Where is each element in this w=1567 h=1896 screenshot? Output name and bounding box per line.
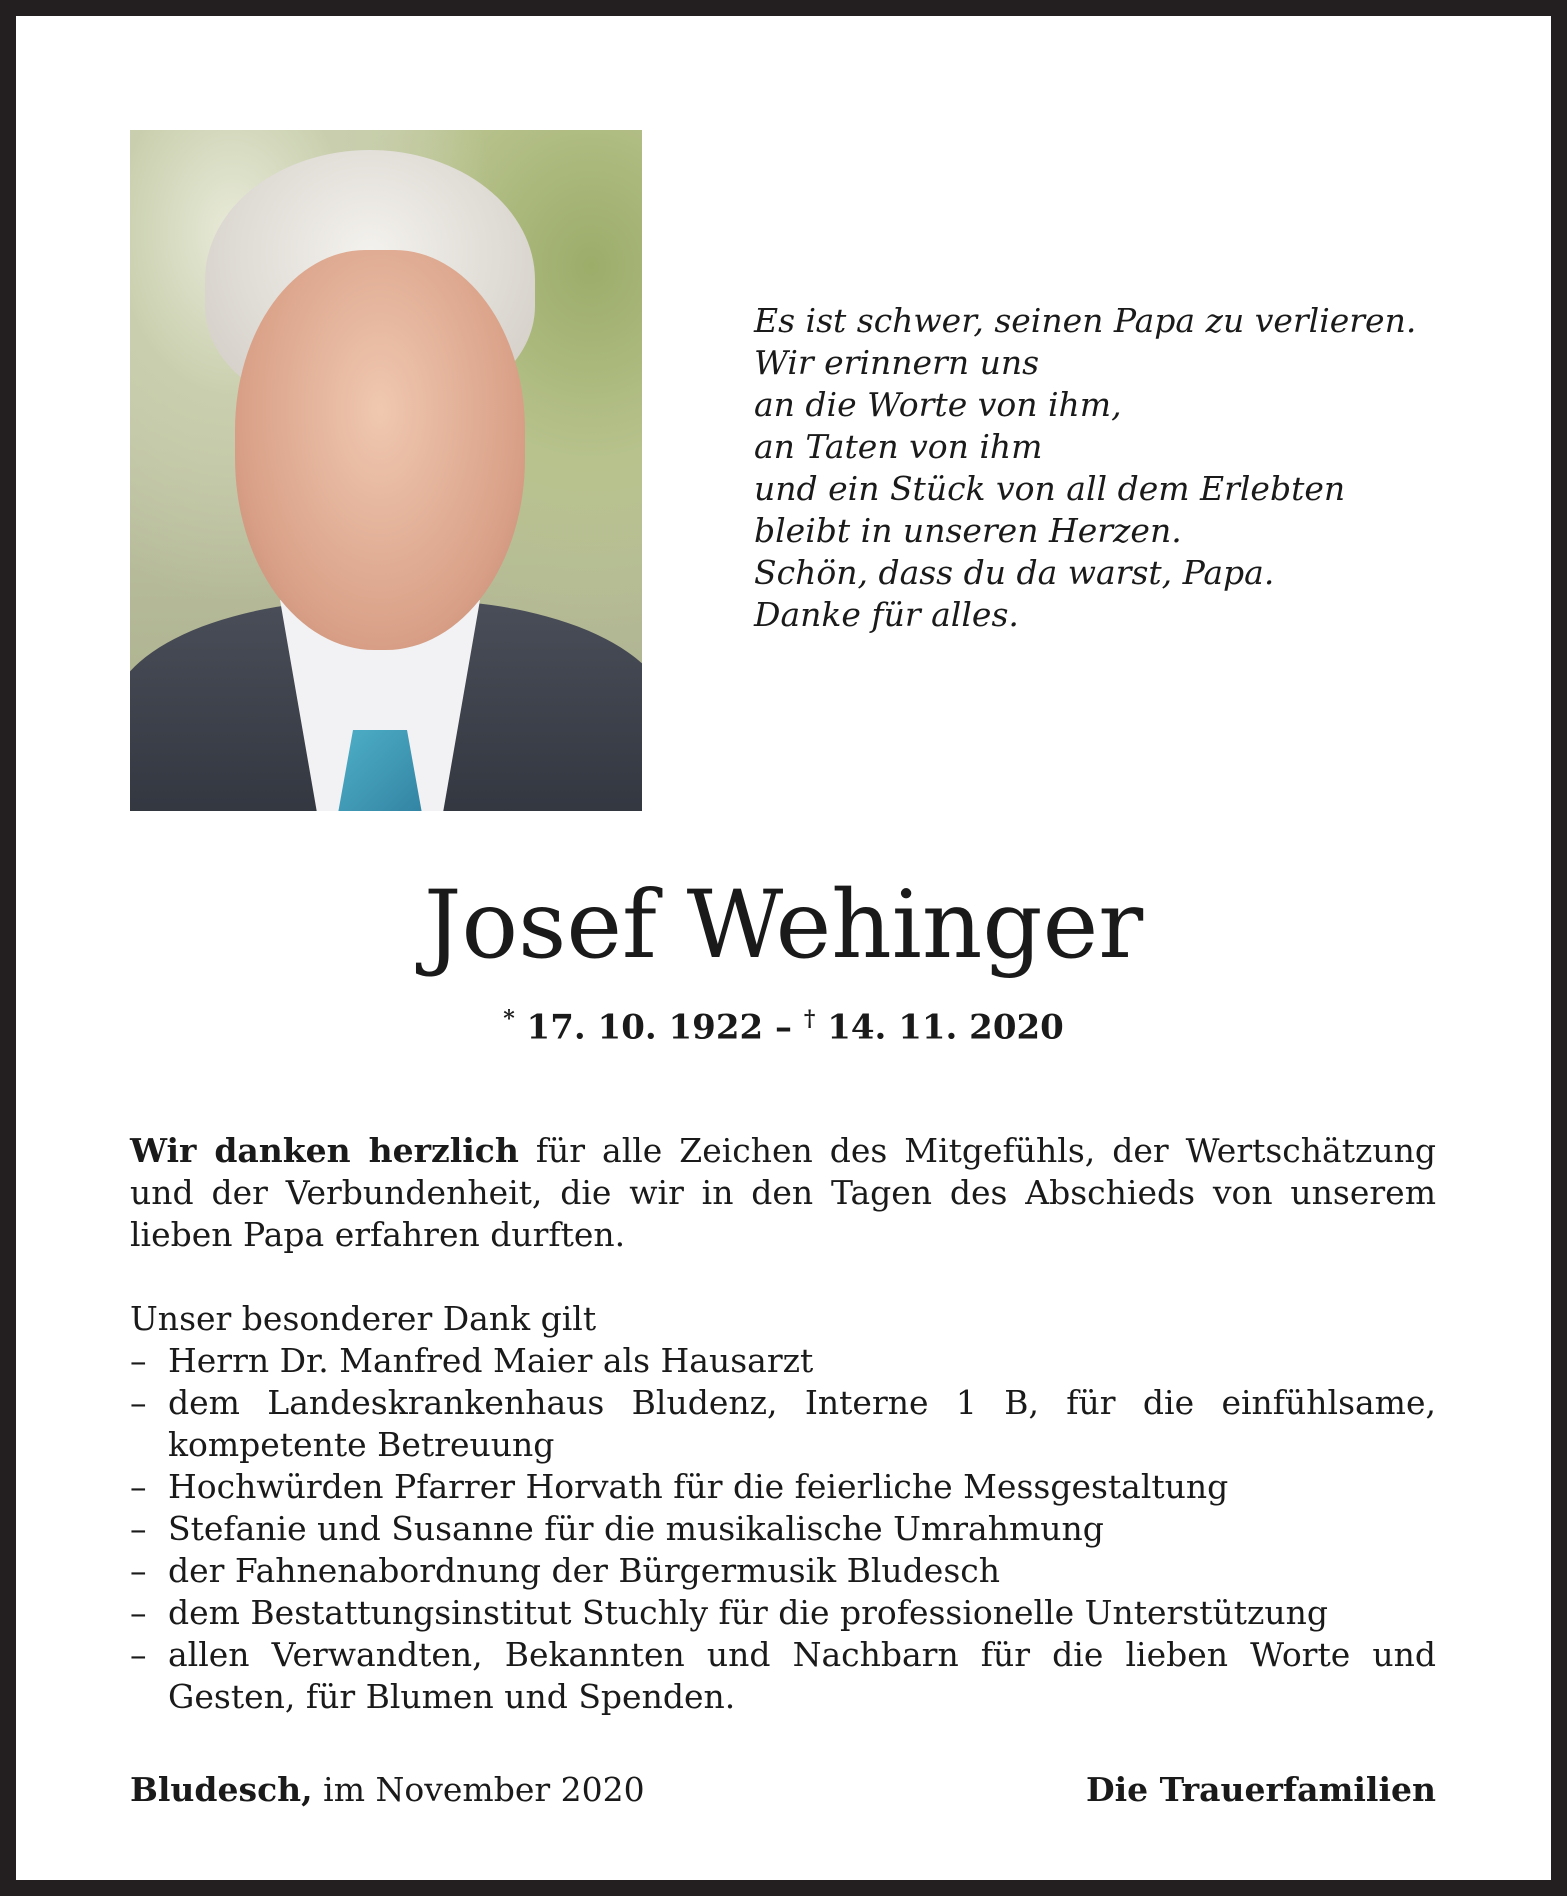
poem-line: bleibt in unseren Herzen. <box>754 511 1182 550</box>
list-item: – dem Bestattungsinstitut Stuchly für die professionelle Unterstützung <box>130 1592 1436 1634</box>
thanks-body <box>130 1130 1436 1718</box>
list-item: – dem Landeskrankenhaus Bludenz, Interne 1 B, für die einfühlsame, kompetente Betreuung <box>130 1382 1436 1466</box>
poem-line: Schön, dass du da warst, Papa. <box>754 553 1275 592</box>
list-item: – der Fahnenabordnung der Bürgermusik Bludesch <box>130 1550 1436 1592</box>
place: Bludesch, <box>130 1770 313 1809</box>
poem-line: und ein Stück von all dem Erlebten <box>754 469 1346 508</box>
list-item: – Herrn Dr. Manfred Maier als Hausarzt <box>130 1340 1436 1382</box>
poem <box>754 300 1416 636</box>
thanks-paragraph <box>130 1130 1436 1256</box>
deceased-name: Josef Wehinger <box>423 871 1144 980</box>
signature: Die Trauerfamilien <box>1085 1770 1436 1809</box>
poem-line: Es ist schwer, seinen Papa zu verlieren. <box>754 301 1417 340</box>
list-item: – Hochwürden Pfarrer Horvath für die feierliche Messgestaltung <box>130 1466 1436 1508</box>
birth-symbol: * <box>503 1006 515 1032</box>
obituary-page <box>16 16 1551 1880</box>
place-date <box>130 1770 645 1809</box>
date: im November 2020 <box>312 1770 645 1809</box>
death-date: 14. 11. 2020 <box>827 1007 1064 1048</box>
poem-line: an Taten von ihm <box>754 427 1043 466</box>
footer <box>130 1770 1436 1809</box>
life-dates <box>16 1006 1551 1047</box>
thanks-text: für alle Zeichen des Mitgefühls, der Wertschätzung und der Verbundenheit, die wir in den Tagen des Abschieds von unserem lieben Papa erfahren durften. <box>130 1131 1436 1254</box>
poem-line: Danke für alles. <box>754 595 1019 634</box>
special-thanks-list <box>130 1340 1436 1718</box>
special-thanks-intro: Unser besonderer Dank gilt <box>130 1299 597 1338</box>
death-symbol: † <box>803 1006 816 1032</box>
birth-date: 17. 10. 1922 <box>526 1007 764 1048</box>
poem-line: Wir erinnern uns <box>754 343 1040 382</box>
list-item: – allen Verwandten, Bekannten und Nachbarn für die lieben Worte und Gesten, für Blumen und Spenden. <box>130 1634 1436 1718</box>
portrait-photo <box>130 130 642 811</box>
thanks-lead: Wir danken herzlich <box>130 1131 519 1170</box>
list-item: – Stefanie und Susanne für die musikalische Umrahmung <box>130 1508 1436 1550</box>
date-separator: – <box>763 1007 804 1048</box>
poem-line: an die Worte von ihm, <box>754 385 1122 424</box>
